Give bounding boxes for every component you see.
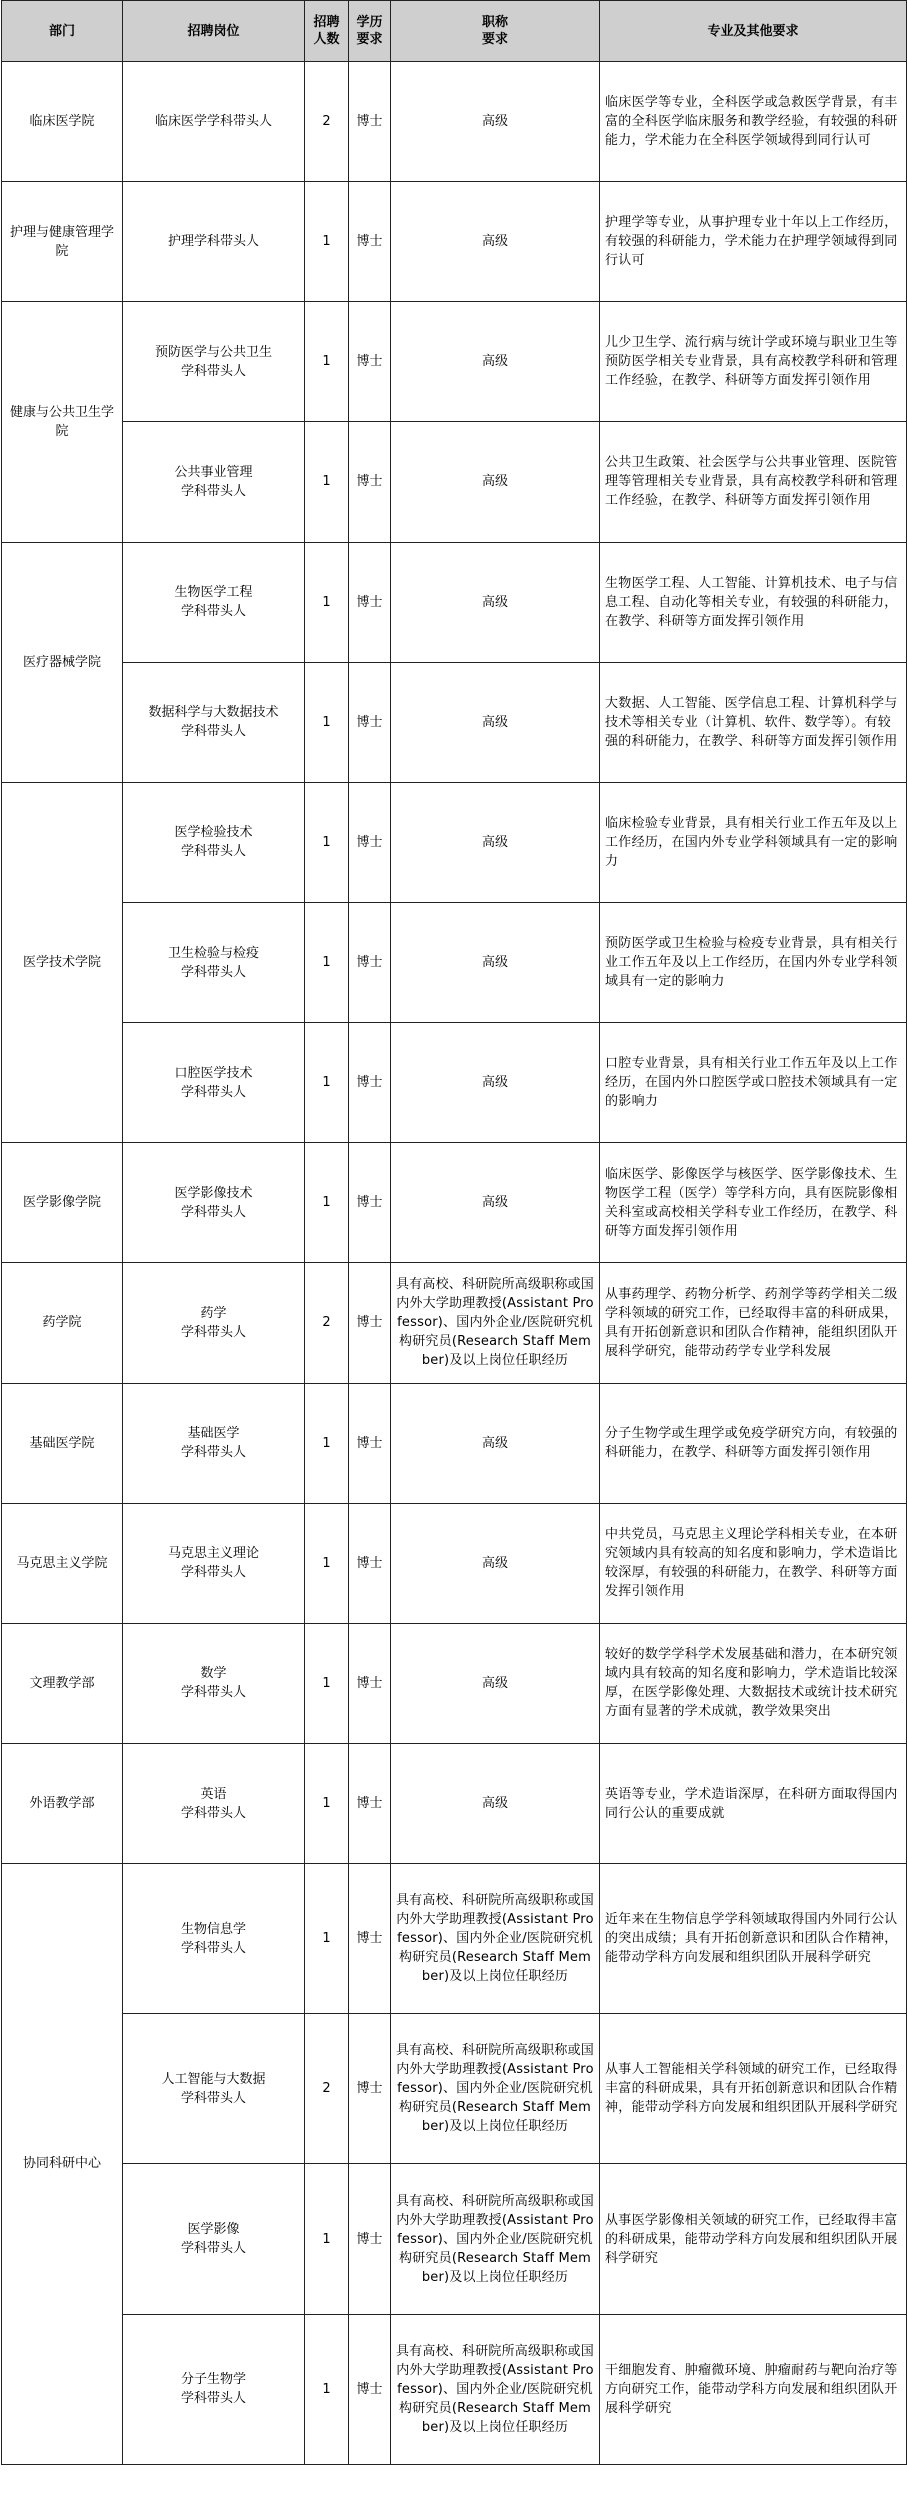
title-requirement-cell: 高级 [391, 1503, 600, 1623]
header-title: 职称 要求 [391, 1, 600, 62]
position-cell: 生物医学工程 学科带头人 [123, 542, 305, 662]
position-cell: 英语 学科带头人 [123, 1743, 305, 1863]
title-requirement-cell: 高级 [391, 62, 600, 182]
position-cell: 人工智能与大数据 学科带头人 [123, 2014, 305, 2164]
title-requirement-cell: 高级 [391, 782, 600, 902]
requirement-cell: 公共卫生政策、社会医学与公共事业管理、医院管理等管理相关专业背景，具有高校教学科研和管理工作经验，在教学、科研等方面发挥引领作用 [600, 422, 907, 542]
position-cell: 分子生物学 学科带头人 [123, 2314, 305, 2464]
position-cell: 医学检验技术 学科带头人 [123, 782, 305, 902]
title-requirement-cell: 具有高校、科研院所高级职称或国内外大学助理教授(Assistant Professor)、国内外企业/医院研究机构研究员(Research Staff Member)及以上岗位任职经历 [391, 1864, 600, 2014]
department-cell: 药学院 [2, 1263, 123, 1383]
table-row [2, 302, 907, 422]
title-requirement-cell: 高级 [391, 422, 600, 542]
education-cell: 博士 [349, 1623, 391, 1743]
count-cell: 1 [305, 902, 349, 1022]
position-cell: 口腔医学技术 学科带头人 [123, 1023, 305, 1143]
position-cell: 数学 学科带头人 [123, 1623, 305, 1743]
count-cell: 2 [305, 1263, 349, 1383]
department-cell: 临床医学院 [2, 62, 123, 182]
department-cell: 外语教学部 [2, 1743, 123, 1863]
position-cell: 护理学科带头人 [123, 182, 305, 302]
count-cell: 1 [305, 2164, 349, 2314]
requirement-cell: 从事药理学、药物分析学、药剂学等药学相关二级学科领域的研究工作，已经取得丰富的科研成果，具有开拓创新意识和团队合作精神，能组织团队开展科学研究，能带动药学专业学科发展 [600, 1263, 907, 1383]
education-cell: 博士 [349, 182, 391, 302]
title-requirement-cell: 高级 [391, 902, 600, 1022]
title-requirement-cell: 高级 [391, 1023, 600, 1143]
title-requirement-cell: 高级 [391, 542, 600, 662]
table-row [2, 182, 907, 302]
requirement-cell: 从事人工智能相关学科领域的研究工作，已经取得丰富的科研成果，具有开拓创新意识和团队合作精神，能带动学科方向发展和组织团队开展科学研究 [600, 2014, 907, 2164]
position-cell: 医学影像技术 学科带头人 [123, 1143, 305, 1263]
count-cell: 1 [305, 1023, 349, 1143]
requirement-cell: 从事医学影像相关领域的研究工作，已经取得丰富的科研成果，能带动学科方向发展和组织团队开展科学研究 [600, 2164, 907, 2314]
education-cell: 博士 [349, 1383, 391, 1503]
table-row [2, 2314, 907, 2464]
count-cell: 1 [305, 1383, 349, 1503]
education-cell: 博士 [349, 302, 391, 422]
header-row [2, 1, 907, 62]
requirement-cell: 儿少卫生学、流行病与统计学或环境与职业卫生等预防医学相关专业背景，具有高校教学科研和管理工作经验，在教学、科研等方面发挥引领作用 [600, 302, 907, 422]
education-cell: 博士 [349, 782, 391, 902]
requirement-cell: 护理学等专业，从事护理专业十年以上工作经历，有较强的科研能力，学术能力在护理学领域得到同行认可 [600, 182, 907, 302]
position-cell: 基础医学 学科带头人 [123, 1383, 305, 1503]
education-cell: 博士 [349, 542, 391, 662]
education-cell: 博士 [349, 662, 391, 782]
department-cell: 基础医学院 [2, 1383, 123, 1503]
education-cell: 博士 [349, 1023, 391, 1143]
requirement-cell: 干细胞发育、肿瘤微环境、肿瘤耐药与靶向治疗等方向研究工作，能带动学科方向发展和组织团队开展科学研究 [600, 2314, 907, 2464]
requirement-cell: 临床医学等专业，全科医学或急救医学背景，有丰富的全科医学临床服务和教学经验，有较强的科研能力，学术能力在全科医学领域得到同行认可 [600, 62, 907, 182]
count-cell: 1 [305, 422, 349, 542]
department-cell: 文理教学部 [2, 1623, 123, 1743]
department-cell: 马克思主义学院 [2, 1503, 123, 1623]
table-row [2, 1263, 907, 1383]
department-cell: 医学技术学院 [2, 782, 123, 1142]
header-requirement: 专业及其他要求 [600, 1, 907, 62]
education-cell: 博士 [349, 1503, 391, 1623]
table-row [2, 782, 907, 902]
header-department: 部门 [2, 1, 123, 62]
count-cell: 1 [305, 2314, 349, 2464]
requirement-cell: 生物医学工程、人工智能、计算机技术、电子与信息工程、自动化等相关专业，有较强的科研能力，在教学、科研等方面发挥引领作用 [600, 542, 907, 662]
requirement-cell: 口腔专业背景，具有相关行业工作五年及以上工作经历，在国内外口腔医学或口腔技术领域具有一定的影响力 [600, 1023, 907, 1143]
count-cell: 2 [305, 2014, 349, 2164]
position-cell: 数据科学与大数据技术 学科带头人 [123, 662, 305, 782]
count-cell: 1 [305, 1743, 349, 1863]
requirement-cell: 近年来在生物信息学学科领域取得国内外同行公认的突出成绩；具有开拓创新意识和团队合作精神，能带动学科方向发展和组织团队开展科学研究 [600, 1864, 907, 2014]
position-cell: 药学 学科带头人 [123, 1263, 305, 1383]
count-cell: 1 [305, 302, 349, 422]
title-requirement-cell: 高级 [391, 1383, 600, 1503]
requirement-cell: 临床检验专业背景，具有相关行业工作五年及以上工作经历，在国内外专业学科领域具有一定的影响力 [600, 782, 907, 902]
requirement-cell: 较好的数学学科学术发展基础和潜力，在本研究领域内具有较高的知名度和影响力，学术造诣比较深厚，在医学影像处理、大数据技术或统计技术研究方面有显著的学术成就，教学效果突出 [600, 1623, 907, 1743]
education-cell: 博士 [349, 1743, 391, 1863]
title-requirement-cell: 高级 [391, 182, 600, 302]
department-cell: 护理与健康管理学院 [2, 182, 123, 302]
title-requirement-cell: 具有高校、科研院所高级职称或国内外大学助理教授(Assistant Professor)、国内外企业/医院研究机构研究员(Research Staff Member)及以上岗位任职经历 [391, 2314, 600, 2464]
department-cell: 医疗器械学院 [2, 542, 123, 782]
count-cell: 1 [305, 662, 349, 782]
requirement-cell: 预防医学或卫生检验与检疫专业背景，具有相关行业工作五年及以上工作经历，在国内外专业学科领域具有一定的影响力 [600, 902, 907, 1022]
count-cell: 1 [305, 182, 349, 302]
table-row [2, 1023, 907, 1143]
position-cell: 生物信息学 学科带头人 [123, 1864, 305, 2014]
department-cell: 协同科研中心 [2, 1864, 123, 2465]
table-row [2, 1743, 907, 1863]
title-requirement-cell: 高级 [391, 1743, 600, 1863]
title-requirement-cell: 具有高校、科研院所高级职称或国内外大学助理教授(Assistant Professor)、国内外企业/医院研究机构研究员(Research Staff Member)及以上岗位任职经历 [391, 2014, 600, 2164]
table-row [2, 1623, 907, 1743]
education-cell: 博士 [349, 62, 391, 182]
education-cell: 博士 [349, 1864, 391, 2014]
title-requirement-cell: 高级 [391, 1143, 600, 1263]
position-cell: 临床医学学科带头人 [123, 62, 305, 182]
education-cell: 博士 [349, 2314, 391, 2464]
position-cell: 医学影像 学科带头人 [123, 2164, 305, 2314]
position-cell: 卫生检验与检疫 学科带头人 [123, 902, 305, 1022]
table-row [2, 1503, 907, 1623]
department-cell: 医学影像学院 [2, 1143, 123, 1263]
count-cell: 1 [305, 1503, 349, 1623]
table-row [2, 1383, 907, 1503]
table-row [2, 902, 907, 1022]
count-cell: 1 [305, 542, 349, 662]
requirement-cell: 中共党员，马克思主义理论学科相关专业，在本研究领域内具有较高的知名度和影响力，学术造诣比较深厚，有较强的科研能力，在教学、科研等方面发挥引领作用 [600, 1503, 907, 1623]
table-body [2, 62, 907, 2465]
title-requirement-cell: 具有高校、科研院所高级职称或国内外大学助理教授(Assistant Professor)、国内外企业/医院研究机构研究员(Research Staff Member)及以上岗位任职经历 [391, 1263, 600, 1383]
table-row [2, 422, 907, 542]
education-cell: 博士 [349, 1263, 391, 1383]
count-cell: 1 [305, 1143, 349, 1263]
header-position: 招聘岗位 [123, 1, 305, 62]
header-education: 学历 要求 [349, 1, 391, 62]
title-requirement-cell: 高级 [391, 662, 600, 782]
table-row [2, 662, 907, 782]
title-requirement-cell: 高级 [391, 302, 600, 422]
table-row [2, 1143, 907, 1263]
table-row [2, 62, 907, 182]
position-cell: 马克思主义理论 学科带头人 [123, 1503, 305, 1623]
table-row [2, 2164, 907, 2314]
table-row [2, 542, 907, 662]
count-cell: 2 [305, 62, 349, 182]
count-cell: 1 [305, 1864, 349, 2014]
header-count: 招聘 人数 [305, 1, 349, 62]
table-row [2, 1864, 907, 2014]
education-cell: 博士 [349, 1143, 391, 1263]
education-cell: 博士 [349, 2164, 391, 2314]
requirement-cell: 英语等专业，学术造诣深厚，在科研方面取得国内同行公认的重要成就 [600, 1743, 907, 1863]
count-cell: 1 [305, 782, 349, 902]
table-row [2, 2014, 907, 2164]
requirement-cell: 临床医学、影像医学与核医学、医学影像技术、生物医学工程（医学）等学科方向，具有医院影像相关科室或高校相关学科专业工作经历，在教学、科研等方面发挥引领作用 [600, 1143, 907, 1263]
department-cell: 健康与公共卫生学院 [2, 302, 123, 542]
education-cell: 博士 [349, 422, 391, 542]
title-requirement-cell: 具有高校、科研院所高级职称或国内外大学助理教授(Assistant Professor)、国内外企业/医院研究机构研究员(Research Staff Member)及以上岗位任职经历 [391, 2164, 600, 2314]
position-cell: 公共事业管理 学科带头人 [123, 422, 305, 542]
education-cell: 博士 [349, 902, 391, 1022]
recruitment-table [1, 0, 907, 2465]
requirement-cell: 大数据、人工智能、医学信息工程、计算机科学与技术等相关专业（计算机、软件、数学等）。有较强的科研能力，在教学、科研等方面发挥引领作用 [600, 662, 907, 782]
requirement-cell: 分子生物学或生理学或免疫学研究方向，有较强的科研能力，在教学、科研等方面发挥引领作用 [600, 1383, 907, 1503]
education-cell: 博士 [349, 2014, 391, 2164]
position-cell: 预防医学与公共卫生 学科带头人 [123, 302, 305, 422]
count-cell: 1 [305, 1623, 349, 1743]
title-requirement-cell: 高级 [391, 1623, 600, 1743]
